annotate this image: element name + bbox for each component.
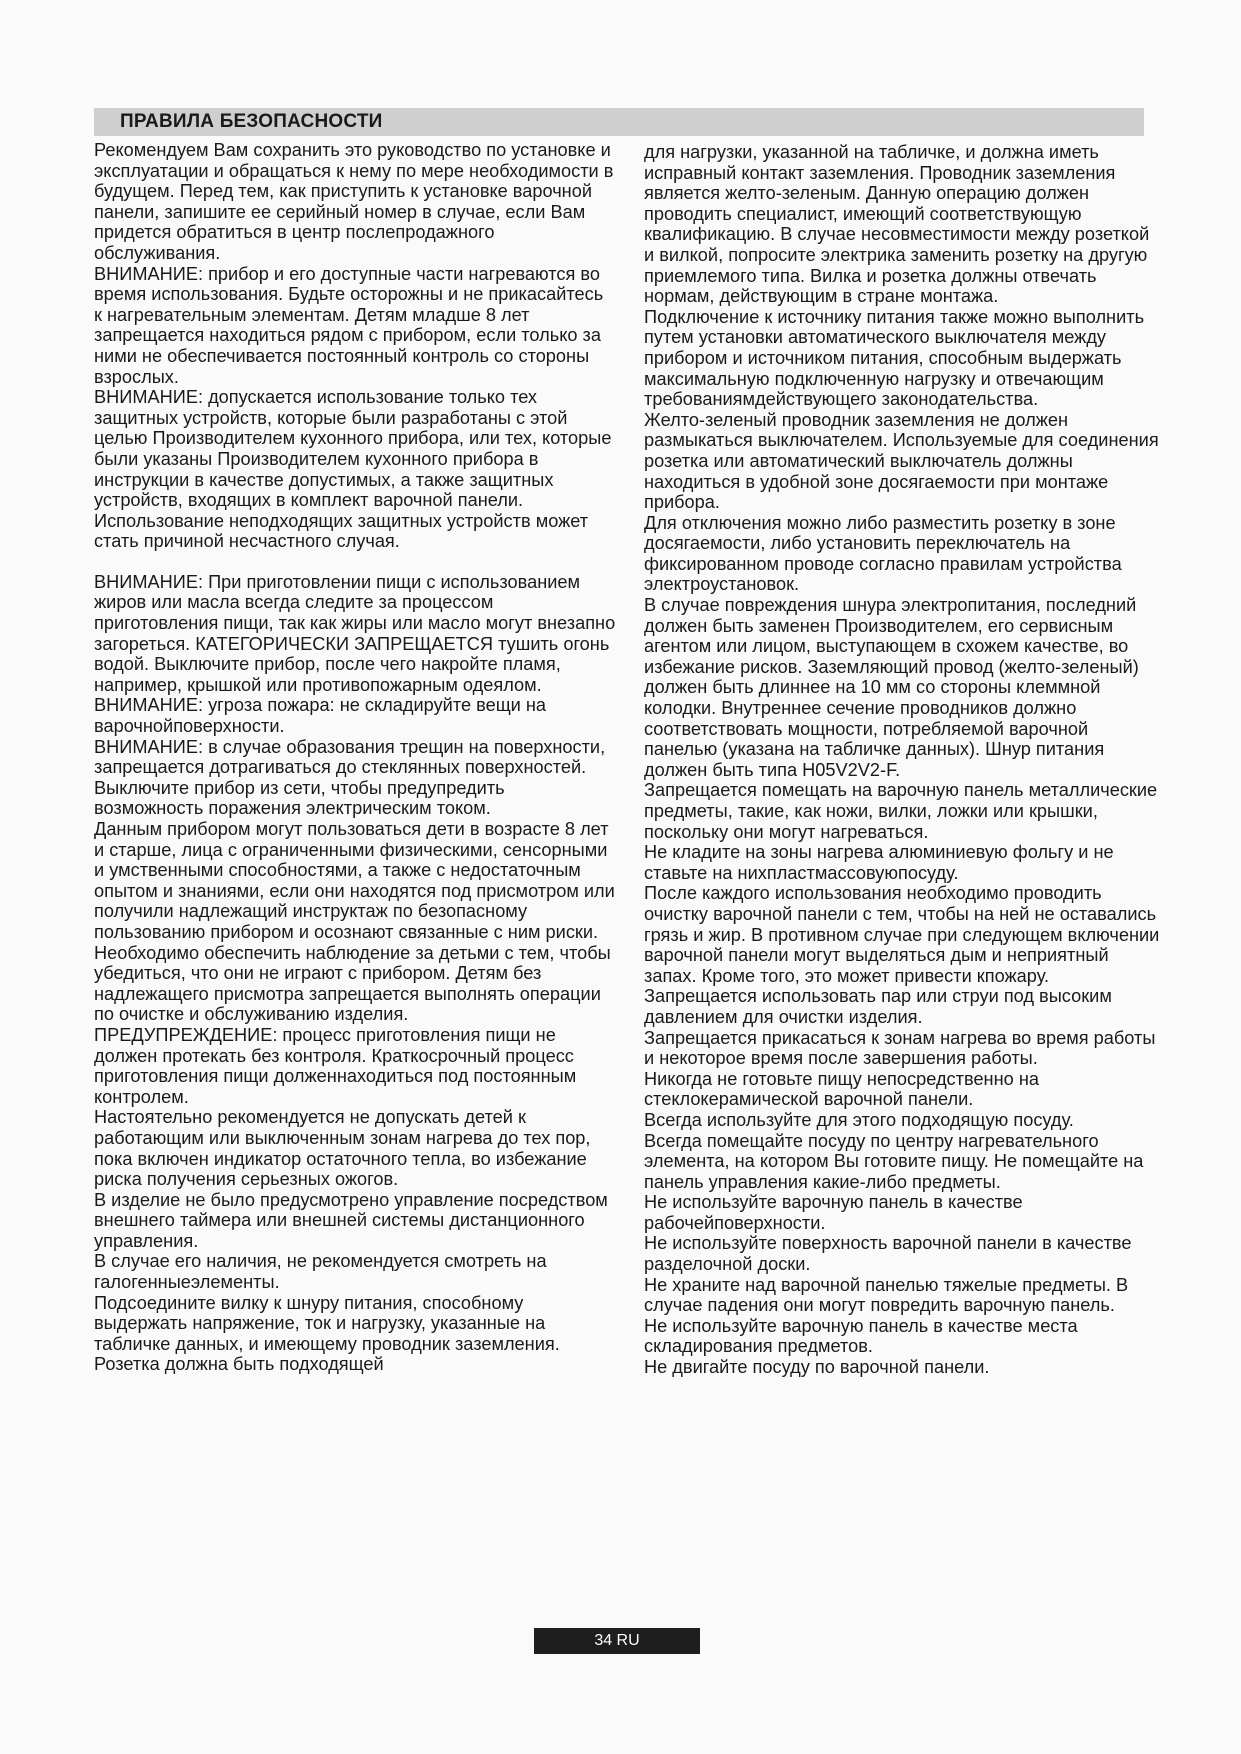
paragraph: ВНИМАНИЕ: прибор и его доступные части нагреваются во время использования. Будьте осторожны и не прикасайтесь к нагревательным элементам. Детям младше 8 лет запрещается находиться рядом с прибором, если только за ними не обеспечивается постоянный контроль со стороны взрослых. — [94, 263, 604, 387]
paragraph: ВНИМАНИЕ: При приготовлении пищи с использованием жиров или масла всегда следите за процессом приготовления пищи, так как жиры или масло могут внезапно загореться. КАТЕГОРИЧЕСКИ ЗАПРЕЩАЕТСЯ тушить огонь водой. Выключите прибор, после чего накройте пламя, например, крышкой или противопожарным одеялом. — [94, 571, 616, 695]
paragraph: ВНИМАНИЕ: в случае образования трещин на поверхности, запрещается дотрагиваться до стеклянных поверхностей. Выключите прибор из сети, чтобы предупредить возможность поражения электрическим током. — [94, 736, 606, 819]
page-number-badge: 34 RU — [534, 1628, 700, 1654]
paragraph: Настоятельно рекомендуется не допускать детей к работающим или выключенным зонам нагрева до тех пор, пока включен индикатор остаточного тепла, во избежание риска получения серьезных ожогов. — [94, 1107, 591, 1190]
section-title: ПРАВИЛА БЕЗОПАСНОСТИ — [120, 111, 383, 132]
paragraph: Запрещается прикасаться к зонам нагрева во время работы и некоторое время после завершения работы. — [644, 1027, 1156, 1069]
paragraph: ВНИМАНИЕ: допускается использование только тех защитных устройств, которые были разработаны с этой целью Производителем кухонного прибора, или тех, которые были указаны Производителем кухонного прибора в инструкции в качестве допустимых, а также защитных устройств, входящих в комплект варочной панели. Использование неподходящих защитных устройств может стать причиной несчастного случая. — [94, 387, 612, 552]
paragraph: Не храните над варочной панелью тяжелые предметы. В случае падения они могут повредить варочную панель. — [644, 1274, 1129, 1316]
paragraph: Не используйте варочную панель в качестве рабочейповерхности. — [644, 1192, 1023, 1233]
paragraph: Никогда не готовьте пищу непосредственно на стеклокерамической варочной панели. — [644, 1068, 1039, 1110]
paragraph: После каждого использования необходимо проводить очистку варочной панели с тем, чтобы на ней не оставались грязь и жир. В противном случае при следующем включении варочной панели могут выделяться дым и неприятный запах. Кроме того, это может привести кпожару. — [644, 883, 1160, 986]
paragraph: Запрещается помещать на варочную панель металлические предметы, такие, как ножи, вилки, ложки или крышки, поскольку они могут нагреваться. — [644, 780, 1158, 842]
paragraph: В изделие не было предусмотрено управление посредством внешнего таймера или внешней системы дистанционного управления. — [94, 1189, 608, 1251]
paragraph: Подключение к источнику питания также можно выполнить путем установки автоматического выключателя между прибором и источником питания, способным выдержать максимальную подключенную нагрузку и отвечающим требованиямдействующего законодательства. — [644, 306, 1145, 410]
paragraph: Не используйте варочную панель в качестве места складирования предметов. — [644, 1315, 1078, 1357]
section-header-bar — [94, 108, 1144, 136]
paragraph: ВНИМАНИЕ: угроза пожара: не складируйте вещи на варочнойповерхности. — [94, 695, 547, 737]
paragraph: ПРЕДУПРЕЖДЕНИЕ: процесс приготовления пищи не должен протекать без контроля. Краткосрочный процесс приготовления пищи долженнаходиться под постоянным контролем. — [94, 1024, 577, 1107]
paragraph: Не кладите на зоны нагрева алюминиевую фольгу и не ставьте на нихпластмассовуюпосуду. — [644, 842, 1114, 883]
paragraph: В случае его наличия, не рекомендуется смотреть на галогенныеэлементы. — [94, 1251, 547, 1293]
paragraph: Не используйте поверхность варочной панели в качестве разделочной доски. — [644, 1233, 1132, 1275]
paragraph: Подсоедините вилку к шнуру питания, способному выдержать напряжение, ток и нагрузку, указанные на табличке данных, и имеющему проводник заземления. Розетка должна быть подходящей — [94, 1292, 560, 1375]
right-column — [644, 142, 1164, 1378]
paragraph: Всегда помещайте посуду по центру нагревательного элемента, на котором Вы готовите пищу. Не помещайте на панель управления какие-либо предметы. — [644, 1130, 1144, 1192]
left-column — [94, 140, 616, 1375]
paragraph: Рекомендуем Вам сохранить это руководство по установке и эксплуатации и обращаться к нему по мере необходимости в будущем. Перед тем, как приступить к установке варочной панели, запишите ее серийный номер в случае, если Вам придется обратиться в центр послепродажного обслуживания. — [94, 140, 614, 263]
paragraph: В случае повреждения шнура электропитания, последний должен быть заменен Производителем, его сервисным агентом или лицом, выступающем в схожем качестве, во избежание рисков. Заземляющий провод (желто-зеленый) должен быть длиннее на 10 мм со стороны клеммной колодки. Внутреннее сечение проводников должно соответствовать мощности, потребляемой варочной панелью (указана на табличке данных). Шнур питания должен быть типа H05V2V2-F. — [644, 595, 1139, 780]
paragraph: Данным прибором могут пользоваться дети в возрасте 8 лет и старше, лица с ограниченными физическими, сенсорными и умственными способностями, а также с недостаточным опытом и знаниями, если они находятся под присмотром или получили надлежащий инструктаж по безопасному пользованию прибором и осознают связанные с ним риски. Необходимо обеспечить наблюдение за детьми с тем, чтобы убедиться, что они не играют с прибором. Детям без надлежащего присмотра запрещается выполнять операции по очистке и обслуживанию изделия. — [94, 819, 615, 1025]
paragraph: Желто-зеленый проводник заземления не должен размыкаться выключателем. Используемые для соединения розетка или автоматический выключатель должны находиться в удобной зоне досягаемости при монтаже прибора. — [644, 409, 1159, 513]
paragraph: Для отключения можно либо разместить розетку в зоне досягаемости, либо установить переключатель на фиксированном проводе согласно правилам устройства электроустановок. — [644, 512, 1122, 595]
paragraph: Не двигайте посуду по варочной панели. — [644, 1357, 990, 1378]
paragraph: Запрещается использовать пар или струи под высоким давлением для очистки изделия. — [644, 986, 1112, 1027]
paragraph: Всегда используйте для этого подходящую посуду. — [644, 1109, 1074, 1130]
paragraph: для нагрузки, указанной на табличке, и должна иметь исправный контакт заземления. Проводник заземления является желто-зеленым. Данную операцию должен проводить специалист, имеющий соответствующую квалификацию. В случае несовместимости между розеткой и вилкой, попросите электрика заменить розетку на другую приемлемого типа. Вилка и розетка должны отвечать нормам, действующим в стране монтажа. — [644, 142, 1150, 307]
